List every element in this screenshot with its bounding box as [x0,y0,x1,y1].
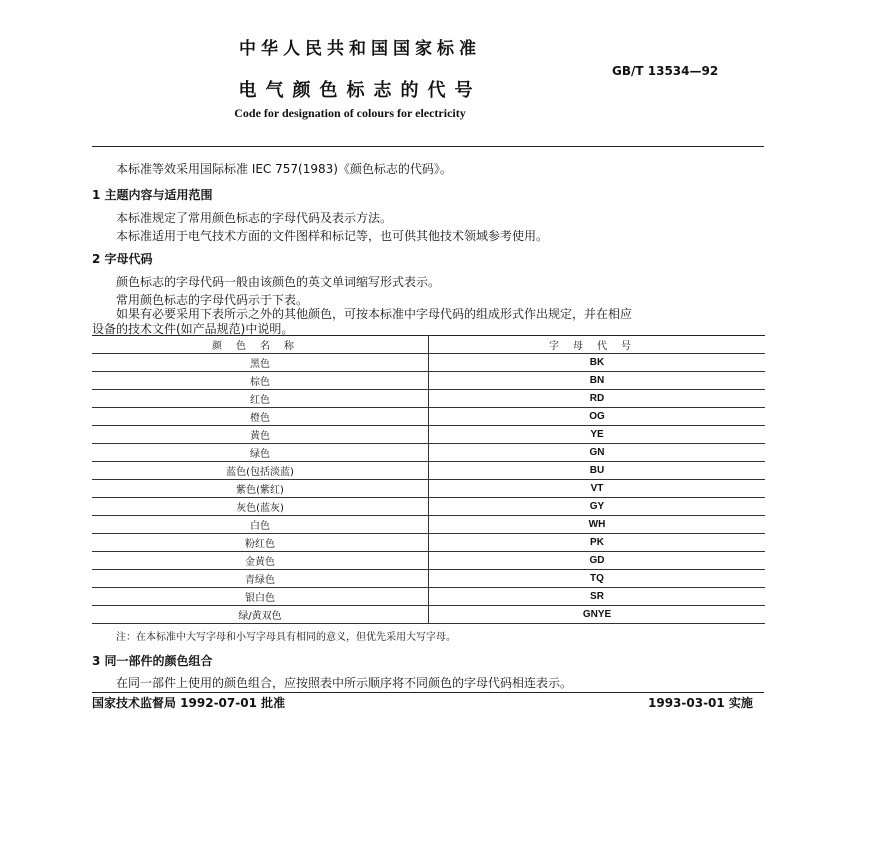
standard-org-heading: 中华人民共和国国家标准 [239,39,481,59]
colour-name-cell: 紫色(紫红) [92,480,429,498]
colour-name-cell: 银白色 [92,588,429,606]
colour-name-cell: 金黄色 [92,552,429,570]
colour-name-cell: 粉红色 [92,534,429,552]
table-row [92,516,765,534]
standard-number: GB/T 13534—92 [612,64,719,78]
section-1-line: 本标准适用于电气技术方面的文件图样和标记等，也可供其他技术领域参考使用。 [116,229,549,243]
column-header-letter-code: 字母代号 [429,336,766,354]
table-row [92,552,765,570]
intro-paragraph: 本标准等效采用国际标准 IEC 757(1983)《颜色标志的代码》。 [116,162,452,176]
section-2-line: 设备的技术文件(如产品规范)中说明。 [92,322,294,336]
letter-code-cell: BK [429,354,766,372]
letter-code-cell: RD [429,390,766,408]
letter-code-cell: VT [429,480,766,498]
colour-name-cell: 绿色 [92,444,429,462]
table-row [92,426,765,444]
column-header-colour-name: 颜色名称 [92,336,429,354]
section-3-heading: 3 同一部件的颜色组合 [92,654,213,668]
letter-code-cell: BU [429,462,766,480]
colour-code-table [92,335,765,624]
colour-name-cell: 灰色(蓝灰) [92,498,429,516]
table-row [92,444,765,462]
colour-name-cell: 棕色 [92,372,429,390]
colour-name-cell: 绿/黄双色 [92,606,429,624]
table-row [92,606,765,624]
section-2-line: 常用颜色标志的字母代码示于下表。 [116,293,309,307]
english-title: Code for designation of colours for electricity [234,106,466,120]
document-title: 电气颜色标志的代号 [238,80,482,101]
letter-code-cell: OG [429,408,766,426]
table-header-row [92,336,765,354]
table-row [92,534,765,552]
colour-name-cell: 红色 [92,390,429,408]
letter-code-cell: TQ [429,570,766,588]
letter-code-cell: GD [429,552,766,570]
letter-code-cell: YE [429,426,766,444]
table-row [92,480,765,498]
table-row [92,588,765,606]
colour-name-cell: 橙色 [92,408,429,426]
table-row [92,390,765,408]
letter-code-cell: BN [429,372,766,390]
table-row [92,354,765,372]
section-2-line: 颜色标志的字母代码一般由该颜色的英文单词缩写形式表示。 [116,275,441,289]
footer-divider [92,692,764,693]
table-note: 注：在本标准中大写字母和小写字母具有相同的意义，但优先采用大写字母。 [116,632,456,643]
colour-name-cell: 黑色 [92,354,429,372]
letter-code-cell: GNYE [429,606,766,624]
colour-name-cell: 蓝色(包括淡蓝) [92,462,429,480]
table-row [92,462,765,480]
effective-date: 1993-03-01 实施 [648,696,753,710]
colour-name-cell: 黄色 [92,426,429,444]
colour-name-cell: 白色 [92,516,429,534]
approval-date: 国家技术监督局 1992-07-01 批准 [92,696,286,710]
table-row [92,498,765,516]
letter-code-cell: WH [429,516,766,534]
letter-code-cell: GN [429,444,766,462]
letter-code-cell: SR [429,588,766,606]
section-2-heading: 2 字母代码 [92,252,153,266]
table-row [92,570,765,588]
section-3-line: 在同一部件上使用的颜色组合，应按照表中所示顺序将不同颜色的字母代码相连表示。 [116,676,573,690]
section-2-line: 如果有必要采用下表所示之外的其他颜色，可按本标准中字母代码的组成形式作出规定，并在相应 [116,307,633,321]
letter-code-cell: GY [429,498,766,516]
colour-name-cell: 青绿色 [92,570,429,588]
header-divider [92,146,764,147]
section-1-heading: 1 主题内容与适用范围 [92,188,213,202]
table-row [92,372,765,390]
table-row [92,408,765,426]
letter-code-cell: PK [429,534,766,552]
section-1-line: 本标准规定了常用颜色标志的字母代码及表示方法。 [116,211,393,225]
